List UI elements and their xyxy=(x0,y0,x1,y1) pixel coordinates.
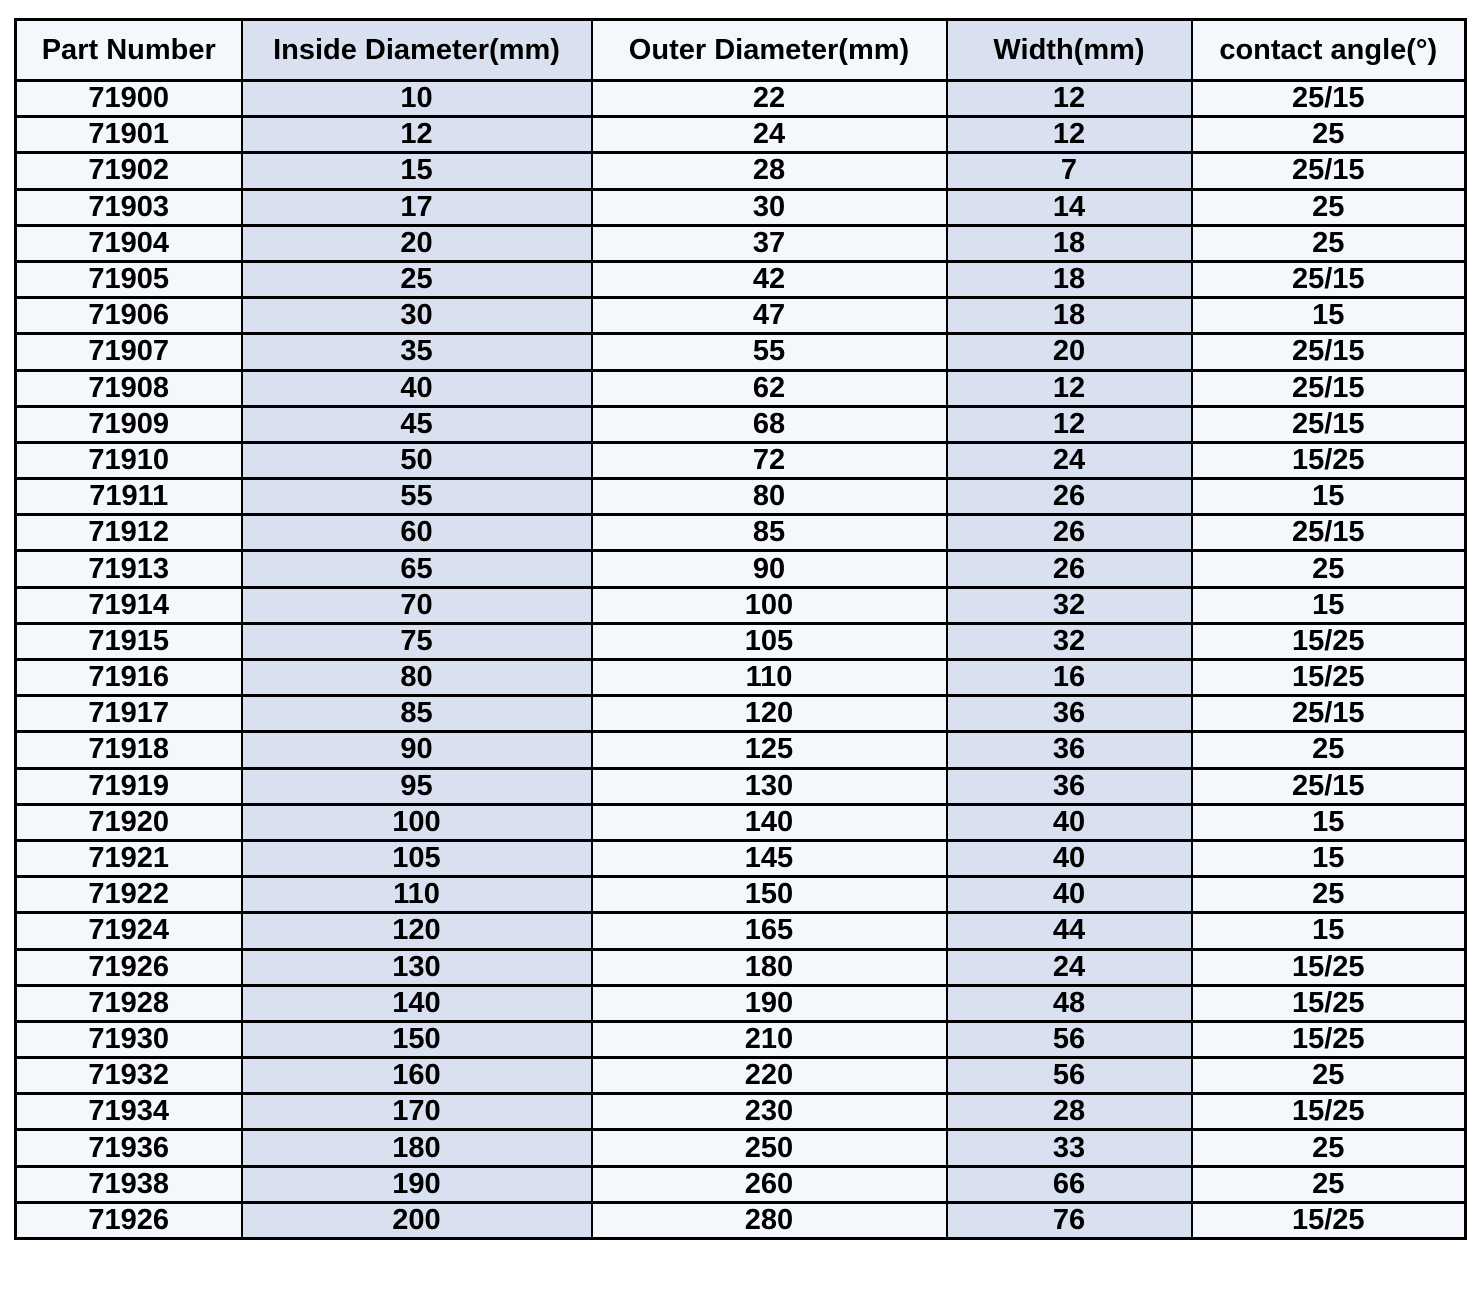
cell-contact-angle-deg: 15/25 xyxy=(1192,1094,1466,1130)
cell-inside-diameter-mm: 70 xyxy=(242,587,592,623)
table-row xyxy=(16,804,1466,840)
cell-outer-diameter-mm: 280 xyxy=(592,1202,947,1238)
cell-inside-diameter-mm: 20 xyxy=(242,225,592,261)
cell-part-number: 71918 xyxy=(16,732,242,768)
cell-part-number: 71930 xyxy=(16,1021,242,1057)
cell-inside-diameter-mm: 80 xyxy=(242,660,592,696)
cell-contact-angle-deg: 15 xyxy=(1192,840,1466,876)
cell-width-mm: 28 xyxy=(947,1094,1192,1130)
cell-inside-diameter-mm: 130 xyxy=(242,949,592,985)
cell-outer-diameter-mm: 85 xyxy=(592,515,947,551)
cell-part-number: 71938 xyxy=(16,1166,242,1202)
cell-outer-diameter-mm: 72 xyxy=(592,442,947,478)
cell-part-number: 71934 xyxy=(16,1094,242,1130)
cell-inside-diameter-mm: 30 xyxy=(242,298,592,334)
cell-width-mm: 36 xyxy=(947,732,1192,768)
cell-inside-diameter-mm: 90 xyxy=(242,732,592,768)
cell-contact-angle-deg: 15 xyxy=(1192,298,1466,334)
cell-contact-angle-deg: 15/25 xyxy=(1192,660,1466,696)
cell-width-mm: 18 xyxy=(947,261,1192,297)
table-row xyxy=(16,840,1466,876)
table-row xyxy=(16,1021,1466,1057)
cell-inside-diameter-mm: 65 xyxy=(242,551,592,587)
table-row xyxy=(16,696,1466,732)
table-row xyxy=(16,985,1466,1021)
cell-width-mm: 56 xyxy=(947,1021,1192,1057)
cell-width-mm: 36 xyxy=(947,768,1192,804)
cell-part-number: 71921 xyxy=(16,840,242,876)
cell-inside-diameter-mm: 140 xyxy=(242,985,592,1021)
column-header-width-mm: Width(mm) xyxy=(947,20,1192,81)
table-row xyxy=(16,117,1466,153)
cell-part-number: 71926 xyxy=(16,949,242,985)
cell-width-mm: 36 xyxy=(947,696,1192,732)
table-row xyxy=(16,298,1466,334)
cell-contact-angle-deg: 25 xyxy=(1192,189,1466,225)
cell-outer-diameter-mm: 100 xyxy=(592,587,947,623)
cell-part-number: 71908 xyxy=(16,370,242,406)
cell-part-number: 71914 xyxy=(16,587,242,623)
cell-inside-diameter-mm: 75 xyxy=(242,623,592,659)
cell-contact-angle-deg: 25/15 xyxy=(1192,768,1466,804)
table-row xyxy=(16,587,1466,623)
cell-outer-diameter-mm: 22 xyxy=(592,81,947,117)
cell-inside-diameter-mm: 120 xyxy=(242,913,592,949)
header-row xyxy=(16,20,1466,81)
cell-width-mm: 7 xyxy=(947,153,1192,189)
cell-outer-diameter-mm: 165 xyxy=(592,913,947,949)
cell-width-mm: 14 xyxy=(947,189,1192,225)
table-row xyxy=(16,189,1466,225)
table-row xyxy=(16,877,1466,913)
cell-width-mm: 16 xyxy=(947,660,1192,696)
table-row xyxy=(16,1094,1466,1130)
cell-part-number: 71917 xyxy=(16,696,242,732)
cell-contact-angle-deg: 25/15 xyxy=(1192,370,1466,406)
bearing-spec-table xyxy=(14,18,1467,1240)
cell-contact-angle-deg: 25/15 xyxy=(1192,153,1466,189)
column-header-part-number: Part Number xyxy=(16,20,242,81)
cell-inside-diameter-mm: 200 xyxy=(242,1202,592,1238)
table-row xyxy=(16,1166,1466,1202)
cell-contact-angle-deg: 15/25 xyxy=(1192,623,1466,659)
cell-part-number: 71916 xyxy=(16,660,242,696)
table-row xyxy=(16,442,1466,478)
cell-part-number: 71932 xyxy=(16,1058,242,1094)
cell-contact-angle-deg: 15 xyxy=(1192,913,1466,949)
cell-width-mm: 12 xyxy=(947,117,1192,153)
cell-part-number: 71901 xyxy=(16,117,242,153)
cell-outer-diameter-mm: 130 xyxy=(592,768,947,804)
table-row xyxy=(16,370,1466,406)
cell-width-mm: 24 xyxy=(947,949,1192,985)
column-header-outer-diameter-mm: Outer Diameter(mm) xyxy=(592,20,947,81)
cell-outer-diameter-mm: 24 xyxy=(592,117,947,153)
cell-inside-diameter-mm: 190 xyxy=(242,1166,592,1202)
cell-width-mm: 12 xyxy=(947,370,1192,406)
cell-width-mm: 40 xyxy=(947,840,1192,876)
cell-contact-angle-deg: 15 xyxy=(1192,804,1466,840)
cell-width-mm: 76 xyxy=(947,1202,1192,1238)
cell-contact-angle-deg: 25/15 xyxy=(1192,696,1466,732)
cell-inside-diameter-mm: 85 xyxy=(242,696,592,732)
spec-table-container xyxy=(14,18,1467,1240)
cell-width-mm: 33 xyxy=(947,1130,1192,1166)
cell-width-mm: 26 xyxy=(947,515,1192,551)
cell-outer-diameter-mm: 230 xyxy=(592,1094,947,1130)
cell-contact-angle-deg: 15 xyxy=(1192,479,1466,515)
cell-inside-diameter-mm: 170 xyxy=(242,1094,592,1130)
cell-contact-angle-deg: 25/15 xyxy=(1192,81,1466,117)
cell-outer-diameter-mm: 55 xyxy=(592,334,947,370)
cell-width-mm: 48 xyxy=(947,985,1192,1021)
cell-outer-diameter-mm: 80 xyxy=(592,479,947,515)
cell-contact-angle-deg: 25 xyxy=(1192,732,1466,768)
cell-inside-diameter-mm: 110 xyxy=(242,877,592,913)
cell-outer-diameter-mm: 62 xyxy=(592,370,947,406)
cell-part-number: 71915 xyxy=(16,623,242,659)
cell-inside-diameter-mm: 17 xyxy=(242,189,592,225)
column-header-contact-angle-deg: contact angle(°) xyxy=(1192,20,1466,81)
cell-inside-diameter-mm: 15 xyxy=(242,153,592,189)
table-row xyxy=(16,551,1466,587)
cell-inside-diameter-mm: 45 xyxy=(242,406,592,442)
table-row xyxy=(16,225,1466,261)
cell-inside-diameter-mm: 100 xyxy=(242,804,592,840)
cell-contact-angle-deg: 15/25 xyxy=(1192,949,1466,985)
cell-contact-angle-deg: 25/15 xyxy=(1192,406,1466,442)
cell-part-number: 71911 xyxy=(16,479,242,515)
cell-outer-diameter-mm: 90 xyxy=(592,551,947,587)
cell-inside-diameter-mm: 50 xyxy=(242,442,592,478)
cell-outer-diameter-mm: 125 xyxy=(592,732,947,768)
cell-width-mm: 26 xyxy=(947,479,1192,515)
cell-width-mm: 56 xyxy=(947,1058,1192,1094)
cell-outer-diameter-mm: 190 xyxy=(592,985,947,1021)
cell-part-number: 71920 xyxy=(16,804,242,840)
cell-inside-diameter-mm: 105 xyxy=(242,840,592,876)
cell-contact-angle-deg: 15/25 xyxy=(1192,1202,1466,1238)
cell-part-number: 71909 xyxy=(16,406,242,442)
column-header-inside-diameter-mm: Inside Diameter(mm) xyxy=(242,20,592,81)
table-row xyxy=(16,406,1466,442)
cell-part-number: 71910 xyxy=(16,442,242,478)
cell-part-number: 71900 xyxy=(16,81,242,117)
table-row xyxy=(16,732,1466,768)
cell-inside-diameter-mm: 12 xyxy=(242,117,592,153)
cell-contact-angle-deg: 15/25 xyxy=(1192,442,1466,478)
cell-part-number: 71903 xyxy=(16,189,242,225)
cell-inside-diameter-mm: 55 xyxy=(242,479,592,515)
cell-inside-diameter-mm: 95 xyxy=(242,768,592,804)
table-row xyxy=(16,949,1466,985)
cell-part-number: 71922 xyxy=(16,877,242,913)
cell-outer-diameter-mm: 180 xyxy=(592,949,947,985)
cell-outer-diameter-mm: 105 xyxy=(592,623,947,659)
cell-width-mm: 32 xyxy=(947,623,1192,659)
cell-width-mm: 18 xyxy=(947,298,1192,334)
table-row xyxy=(16,768,1466,804)
cell-contact-angle-deg: 25 xyxy=(1192,877,1466,913)
cell-contact-angle-deg: 15/25 xyxy=(1192,1021,1466,1057)
cell-width-mm: 32 xyxy=(947,587,1192,623)
cell-inside-diameter-mm: 160 xyxy=(242,1058,592,1094)
cell-part-number: 71904 xyxy=(16,225,242,261)
cell-contact-angle-deg: 25 xyxy=(1192,225,1466,261)
table-row xyxy=(16,153,1466,189)
table-row xyxy=(16,81,1466,117)
cell-width-mm: 40 xyxy=(947,804,1192,840)
cell-contact-angle-deg: 25/15 xyxy=(1192,334,1466,370)
cell-part-number: 71913 xyxy=(16,551,242,587)
cell-contact-angle-deg: 25 xyxy=(1192,117,1466,153)
cell-width-mm: 66 xyxy=(947,1166,1192,1202)
cell-outer-diameter-mm: 210 xyxy=(592,1021,947,1057)
cell-outer-diameter-mm: 68 xyxy=(592,406,947,442)
cell-part-number: 71902 xyxy=(16,153,242,189)
cell-contact-angle-deg: 15 xyxy=(1192,587,1466,623)
cell-outer-diameter-mm: 28 xyxy=(592,153,947,189)
cell-part-number: 71906 xyxy=(16,298,242,334)
cell-width-mm: 12 xyxy=(947,406,1192,442)
cell-contact-angle-deg: 25/15 xyxy=(1192,261,1466,297)
cell-width-mm: 24 xyxy=(947,442,1192,478)
cell-contact-angle-deg: 15/25 xyxy=(1192,985,1466,1021)
cell-width-mm: 26 xyxy=(947,551,1192,587)
cell-outer-diameter-mm: 150 xyxy=(592,877,947,913)
cell-width-mm: 12 xyxy=(947,81,1192,117)
cell-inside-diameter-mm: 25 xyxy=(242,261,592,297)
cell-part-number: 71926 xyxy=(16,1202,242,1238)
cell-width-mm: 20 xyxy=(947,334,1192,370)
cell-outer-diameter-mm: 120 xyxy=(592,696,947,732)
cell-inside-diameter-mm: 180 xyxy=(242,1130,592,1166)
cell-outer-diameter-mm: 30 xyxy=(592,189,947,225)
cell-part-number: 71919 xyxy=(16,768,242,804)
cell-inside-diameter-mm: 35 xyxy=(242,334,592,370)
cell-outer-diameter-mm: 260 xyxy=(592,1166,947,1202)
cell-inside-diameter-mm: 10 xyxy=(242,81,592,117)
cell-part-number: 71928 xyxy=(16,985,242,1021)
cell-contact-angle-deg: 25 xyxy=(1192,1166,1466,1202)
cell-contact-angle-deg: 25 xyxy=(1192,1130,1466,1166)
cell-part-number: 71905 xyxy=(16,261,242,297)
table-row xyxy=(16,479,1466,515)
cell-part-number: 71924 xyxy=(16,913,242,949)
cell-part-number: 71907 xyxy=(16,334,242,370)
cell-width-mm: 40 xyxy=(947,877,1192,913)
cell-width-mm: 44 xyxy=(947,913,1192,949)
cell-outer-diameter-mm: 47 xyxy=(592,298,947,334)
table-row xyxy=(16,515,1466,551)
table-row xyxy=(16,261,1466,297)
cell-outer-diameter-mm: 220 xyxy=(592,1058,947,1094)
cell-outer-diameter-mm: 145 xyxy=(592,840,947,876)
cell-inside-diameter-mm: 40 xyxy=(242,370,592,406)
cell-outer-diameter-mm: 250 xyxy=(592,1130,947,1166)
table-row xyxy=(16,1058,1466,1094)
cell-outer-diameter-mm: 140 xyxy=(592,804,947,840)
cell-inside-diameter-mm: 60 xyxy=(242,515,592,551)
cell-inside-diameter-mm: 150 xyxy=(242,1021,592,1057)
table-row xyxy=(16,623,1466,659)
table-row xyxy=(16,334,1466,370)
cell-outer-diameter-mm: 37 xyxy=(592,225,947,261)
table-row xyxy=(16,1202,1466,1238)
cell-contact-angle-deg: 25/15 xyxy=(1192,515,1466,551)
cell-outer-diameter-mm: 110 xyxy=(592,660,947,696)
cell-contact-angle-deg: 25 xyxy=(1192,551,1466,587)
cell-contact-angle-deg: 25 xyxy=(1192,1058,1466,1094)
cell-outer-diameter-mm: 42 xyxy=(592,261,947,297)
cell-part-number: 71912 xyxy=(16,515,242,551)
table-row xyxy=(16,660,1466,696)
cell-part-number: 71936 xyxy=(16,1130,242,1166)
table-row xyxy=(16,1130,1466,1166)
cell-width-mm: 18 xyxy=(947,225,1192,261)
table-row xyxy=(16,913,1466,949)
